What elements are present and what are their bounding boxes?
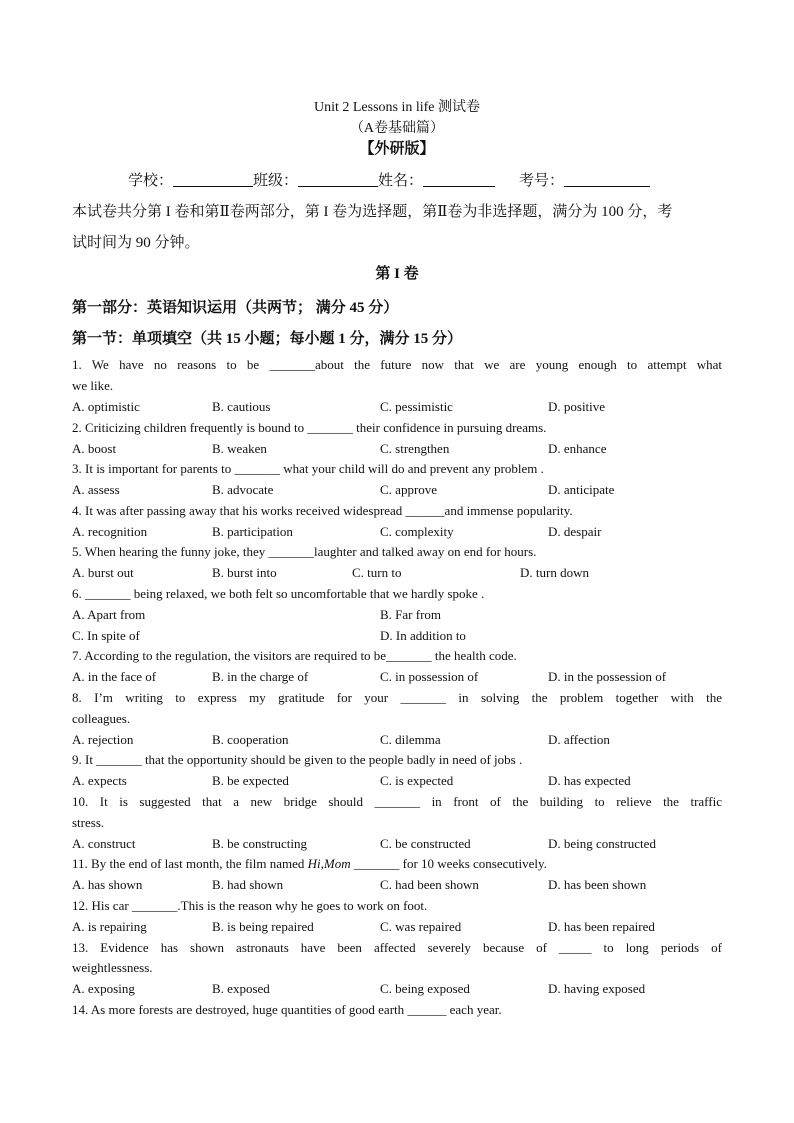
option-c[interactable]: C. strengthen bbox=[380, 441, 450, 456]
option-b[interactable]: B. in the charge of bbox=[212, 669, 309, 684]
option-b[interactable]: B. Far from bbox=[380, 607, 442, 622]
option-d[interactable]: D. has been repaired bbox=[548, 919, 655, 934]
question-8-options bbox=[72, 731, 722, 749]
option-d[interactable]: D. in the possession of bbox=[548, 669, 667, 684]
question-8-stem-cont: colleagues. bbox=[72, 711, 131, 726]
option-c[interactable]: C. is expected bbox=[380, 773, 454, 788]
option-c[interactable]: C. turn to bbox=[352, 565, 402, 580]
option-d[interactable]: D. having exposed bbox=[548, 981, 646, 996]
option-c[interactable]: C. pessimistic bbox=[380, 399, 453, 414]
question-13-options bbox=[72, 980, 722, 998]
option-b[interactable]: B. weaken bbox=[212, 441, 267, 456]
option-a[interactable]: A. recognition bbox=[72, 524, 148, 539]
name-label: 姓名： bbox=[378, 173, 424, 189]
class-label: 班级： bbox=[253, 173, 299, 189]
question-11-stem-pre: 11. By the end of last month, the film named bbox=[72, 856, 308, 871]
exam-instructions-line1: 本试卷共分第 I 卷和第Ⅱ卷两部分，第 I 卷为选择题，第Ⅱ卷为非选择题，满分为 100 分，考 bbox=[72, 204, 673, 220]
question-5-options bbox=[72, 564, 722, 582]
option-d[interactable]: D. being constructed bbox=[548, 836, 656, 851]
exam-subtitle: （A卷基础篇） bbox=[349, 121, 445, 136]
question-6-stem: 6. _______ being relaxed, we both felt so uncomfortable that we hardly spoke . bbox=[72, 586, 485, 601]
student-info-row bbox=[128, 169, 650, 190]
option-a[interactable]: A. optimistic bbox=[72, 399, 140, 414]
option-b[interactable]: B. be constructing bbox=[212, 836, 307, 851]
exam-edition: 【外研版】 bbox=[359, 141, 435, 157]
question-11-stem-post: _______ for 10 weeks consecutively. bbox=[350, 856, 547, 871]
part-heading: 第一部分：英语知识运用（共两节； 满分 45 分） bbox=[72, 300, 399, 316]
option-d[interactable]: D. positive bbox=[548, 399, 606, 414]
option-d[interactable]: D. has been shown bbox=[548, 877, 647, 892]
option-b[interactable]: B. burst into bbox=[212, 565, 277, 580]
option-a[interactable]: A. exposing bbox=[72, 981, 135, 996]
volume-heading: 第 I 卷 bbox=[375, 266, 419, 282]
question-6-options-row2 bbox=[72, 627, 722, 645]
film-title: Hi,Mom bbox=[307, 856, 351, 871]
question-10-options bbox=[72, 835, 722, 853]
school-label: 学校： bbox=[128, 173, 174, 189]
option-a[interactable]: A. in the face of bbox=[72, 669, 157, 684]
option-b[interactable]: B. exposed bbox=[212, 981, 270, 996]
question-1-stem: 1. We have no reasons to be _______about the future now that we are young enough to attempt what bbox=[72, 357, 722, 372]
name-field[interactable] bbox=[423, 172, 495, 187]
question-11-options bbox=[72, 876, 722, 894]
question-3-stem: 3. It is important for parents to _______ what your child will do and prevent any problem . bbox=[72, 461, 544, 476]
question-10-stem: 10. It is suggested that a new bridge should _______ in front of the building to relieve the traffic bbox=[72, 794, 722, 809]
question-9-options bbox=[72, 772, 722, 790]
question-11-stem bbox=[72, 855, 722, 873]
option-b[interactable]: B. be expected bbox=[212, 773, 289, 788]
option-a[interactable]: A. rejection bbox=[72, 732, 134, 747]
option-a[interactable]: A. expects bbox=[72, 773, 127, 788]
option-d[interactable]: D. affection bbox=[548, 732, 610, 747]
exam-title: Unit 2 Lessons in life 测试卷 bbox=[313, 100, 481, 115]
option-a[interactable]: A. is repairing bbox=[72, 919, 147, 934]
question-4-stem: 4. It was after passing away that his works received widespread ______and immense popularity. bbox=[72, 503, 573, 518]
option-c[interactable]: C. being exposed bbox=[380, 981, 470, 996]
option-d[interactable]: D. has expected bbox=[548, 773, 631, 788]
question-1-options bbox=[72, 398, 722, 416]
option-c[interactable]: C. in possession of bbox=[380, 669, 479, 684]
option-b[interactable]: B. cautious bbox=[212, 399, 271, 414]
question-9-stem: 9. It _______ that the opportunity should be given to the people badly in need of jobs . bbox=[72, 752, 523, 767]
question-12-stem: 12. His car _______.This is the reason why he goes to work on foot. bbox=[72, 898, 428, 913]
question-14-stem: 14. As more forests are destroyed, huge quantities of good earth ______ each year. bbox=[72, 1002, 502, 1017]
option-d[interactable]: D. In addition to bbox=[380, 628, 466, 643]
class-field[interactable] bbox=[298, 172, 378, 187]
option-b[interactable]: B. had shown bbox=[212, 877, 284, 892]
section-heading: 第一节：单项填空（共 15 小题；每小题 1 分，满分 15 分） bbox=[72, 331, 463, 347]
option-b[interactable]: B. is being repaired bbox=[212, 919, 314, 934]
option-c[interactable]: C. In spite of bbox=[72, 628, 140, 643]
option-d[interactable]: D. despair bbox=[548, 524, 602, 539]
exam-instructions-line2: 试时间为 90 分钟。 bbox=[72, 235, 200, 251]
exam-no-label: 考号： bbox=[519, 173, 565, 189]
option-a[interactable]: A. has shown bbox=[72, 877, 143, 892]
question-1-stem-cont: we like. bbox=[72, 378, 114, 393]
question-2-stem: 2. Criticizing children frequently is bound to _______ their confidence in pursuing dreams. bbox=[72, 420, 547, 435]
question-7-options bbox=[72, 668, 722, 686]
option-c[interactable]: C. complexity bbox=[380, 524, 454, 539]
option-b[interactable]: B. cooperation bbox=[212, 732, 289, 747]
option-d[interactable]: D. turn down bbox=[520, 565, 589, 580]
question-5-stem: 5. When hearing the funny joke, they _______laughter and talked away on end for hours. bbox=[72, 544, 537, 559]
option-b[interactable]: B. participation bbox=[212, 524, 293, 539]
option-c[interactable]: C. was repaired bbox=[380, 919, 462, 934]
option-c[interactable]: C. had been shown bbox=[380, 877, 479, 892]
question-10-stem-cont: stress. bbox=[72, 815, 105, 830]
question-3-options bbox=[72, 481, 722, 499]
question-12-options bbox=[72, 918, 722, 936]
option-b[interactable]: B. advocate bbox=[212, 482, 274, 497]
option-a[interactable]: A. boost bbox=[72, 441, 117, 456]
option-c[interactable]: C. be constructed bbox=[380, 836, 471, 851]
option-a[interactable]: A. construct bbox=[72, 836, 136, 851]
school-field[interactable] bbox=[173, 172, 253, 187]
question-2-options bbox=[72, 440, 722, 458]
question-8-stem: 8. I’m writing to express my gratitude for your _______ in solving the problem together with the bbox=[72, 690, 722, 705]
question-7-stem: 7. According to the regulation, the visitors are required to be_______ the health code. bbox=[72, 648, 517, 663]
question-4-options bbox=[72, 523, 722, 541]
option-d[interactable]: D. anticipate bbox=[548, 482, 615, 497]
option-a[interactable]: A. assess bbox=[72, 482, 120, 497]
option-c[interactable]: C. dilemma bbox=[380, 732, 441, 747]
option-c[interactable]: C. approve bbox=[380, 482, 438, 497]
question-13-stem-cont: weightlessness. bbox=[72, 960, 153, 975]
exam-no-field[interactable] bbox=[564, 172, 650, 187]
option-a[interactable]: A. burst out bbox=[72, 565, 134, 580]
option-a[interactable]: A. Apart from bbox=[72, 607, 146, 622]
option-d[interactable]: D. enhance bbox=[548, 441, 607, 456]
question-6-options-row1 bbox=[72, 606, 722, 624]
question-13-stem: 13. Evidence has shown astronauts have been affected severely because of _____ to long periods of bbox=[72, 940, 722, 955]
